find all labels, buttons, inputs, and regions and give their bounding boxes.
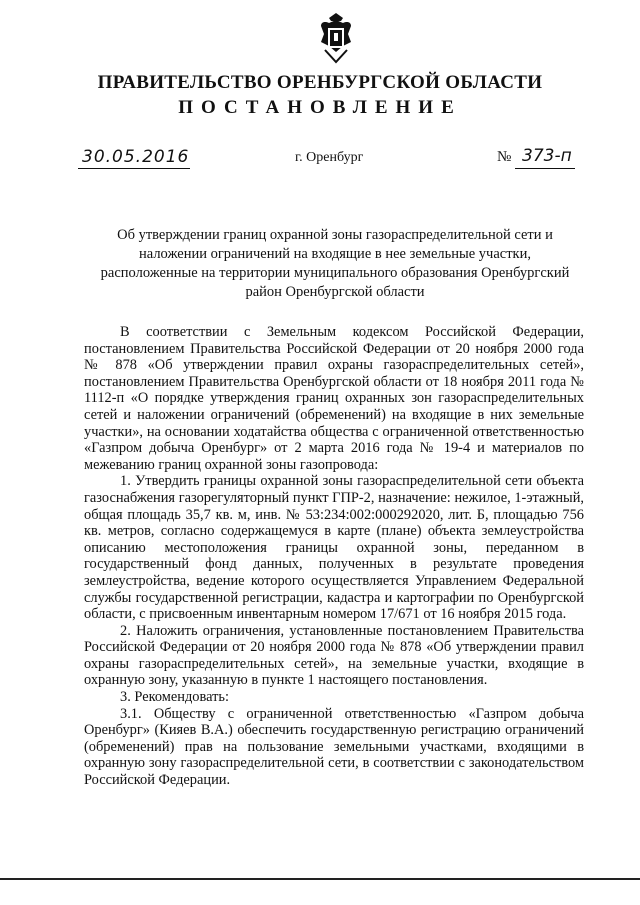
document-date: 30.05.2016 [82, 147, 190, 167]
coat-of-arms-icon [315, 12, 357, 64]
document-number: 373-п [522, 146, 572, 166]
clause-2: 2. Наложить ограничения, установленные постановлением Правительства Российской Федерации от 20 ноября 2000 года № 878 «Об утверждении правил охраны газораспределительных сетей», на земельные участки, входящие в охранную зону, указанную в пункте 1 настоящего постановления. [84, 622, 584, 689]
document-subject: Об утверждении границ охранной зоны газораспределительной сети и наложении ограничений на входящие в нее земельные участки, расположенные на территории муниципального образования Оренбургский район Оренбургской области [100, 227, 570, 300]
government-title: ПРАВИТЕЛЬСТВО ОРЕНБУРГСКОЙ ОБЛАСТИ [97, 72, 543, 93]
number-label: № [497, 149, 512, 165]
clause-3: 3. Рекомендовать: [120, 689, 229, 706]
clause-1: 1. Утвердить границы охранной зоны газораспределительной сети объекта газоснабжения газорегуляторный пункт ГПР-2, назначение: нежилое, 1-этажный, общая площадь 35,7 кв. м, инв. № 53:234:002:000292020, лит. Б, площадью 756 кв. метров, согласно содержащемуся в карте (плане) объекта землеустройства описанию местоположения границы охранной зоны, переданном в государственный фонд данных, полученных в результате проведения землеустройства, ведение которого осуществляется Управлением Федеральной службы государственной регистрации, кадастра и картографии по Оренбургской области, с присвоенным инвентарным номером 17/671 от 16 ноября 2015 года. [84, 473, 584, 623]
clause-3-1: 3.1. Обществу с ограниченной ответственностью «Газпром добыча Оренбург» (Кияев В.А.) обеспечить государственную регистрацию ограничений (обременений) прав на пользование земельными участками, входящими в охранную зону газораспределительной сети, в соответствии с законодательством Российской Федерации. [84, 705, 584, 789]
document-type: ПОСТАНОВЛЕНИЕ [178, 97, 462, 118]
document-city: г. Оренбург [295, 150, 364, 165]
document-body [84, 324, 584, 789]
preamble-paragraph: В соответствии с Земельным кодексом Российской Федерации, постановлением Правительства Российской Федерации от 20 ноября 2000 года № 878 «Об утверждении правил охраны газораспределительных сетей», постановлением Правительства Оренбургской области от 18 ноября 2011 года № 1112-п «О порядке утверждения границ охранных зон газораспределительных сетей и наложении ограничений (обременений) на входящие в них земельные участки», на основании ходатайства общества с ограниченной ответственностью «Газпром добыча Оренбург» от 2 марта 2016 года № 19-4 и материалов по межеванию границ охранной зоны газопровода: [84, 324, 584, 473]
number-underline [515, 168, 575, 169]
date-underline [78, 168, 190, 169]
page-bottom-rule [0, 878, 640, 880]
